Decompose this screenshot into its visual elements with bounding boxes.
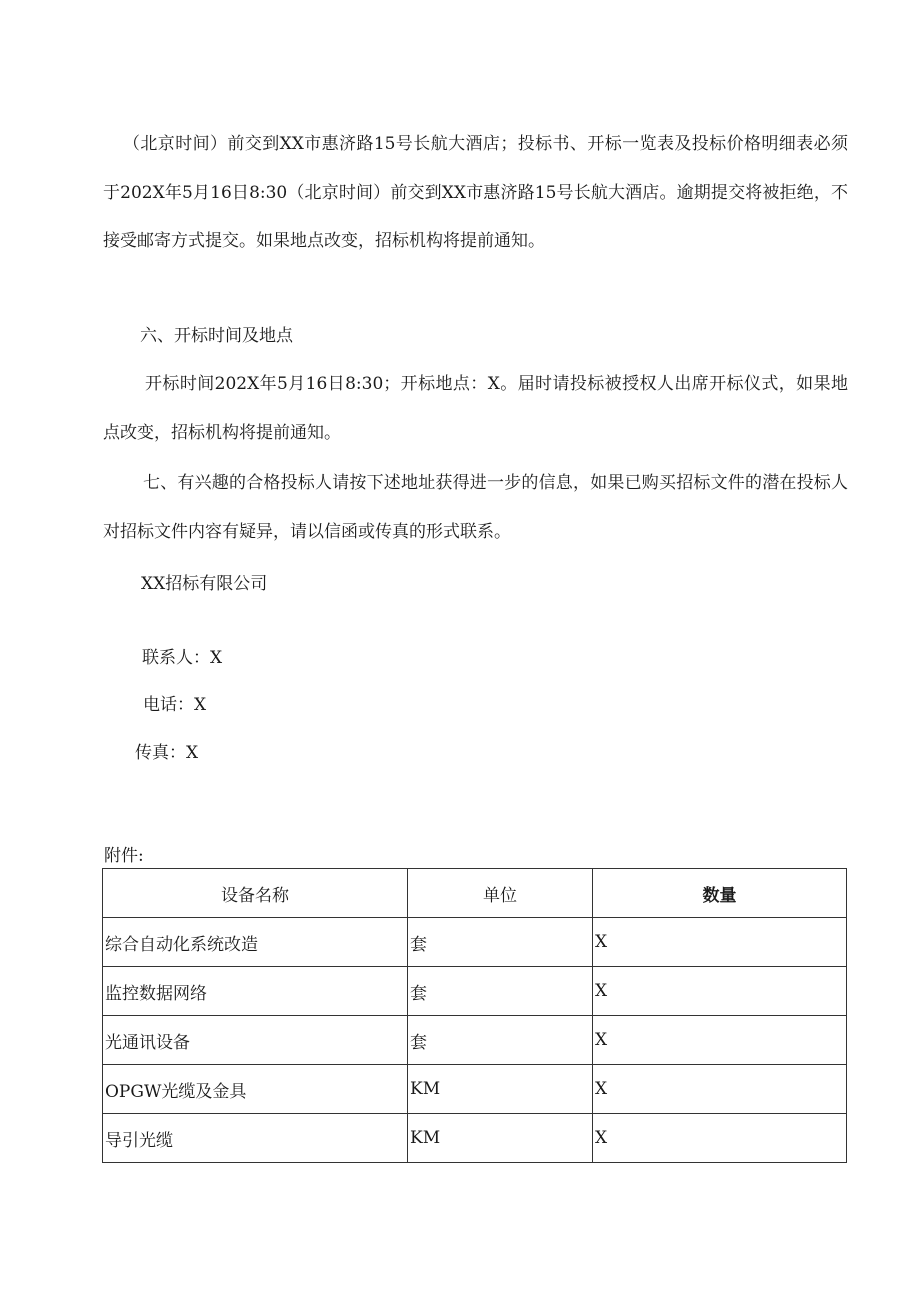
header-unit: 单位 (408, 869, 593, 918)
cell-equipment-name: OPGW光缆及金具 (103, 1065, 408, 1114)
header-equipment-name: 设备名称 (103, 869, 408, 918)
fax-number: 传真：X (135, 743, 199, 763)
cell-unit: KM (408, 1065, 593, 1114)
table-row (103, 967, 847, 1016)
cell-unit: 套 (408, 967, 593, 1016)
submission-paragraph: （北京时间）前交到XX市惠济路15号长航大酒店；投标书、开标一览表及投标价格明细表必须于202X年5月16日8:30（北京时间）前交到XX市惠济路15号长航大酒店。逾期提交将被拒绝，不接受邮寄方式提交。如果地点改变，招标机构将提前通知。 (103, 134, 848, 251)
equipment-table (102, 868, 847, 1163)
header-quantity: 数量 (593, 869, 847, 918)
cell-unit: 套 (408, 918, 593, 967)
table-header-row (103, 869, 847, 918)
contact-person: 联系人：X (142, 648, 223, 668)
cell-equipment-name: 光通讯设备 (103, 1016, 408, 1065)
table-row (103, 1016, 847, 1065)
attachment-label: 附件: (104, 846, 144, 866)
cell-equipment-name: 导引光缆 (103, 1114, 408, 1163)
table-row (103, 1065, 847, 1114)
company-name: XX招标有限公司 (141, 574, 268, 594)
cell-equipment-name: 监控数据网络 (103, 967, 408, 1016)
cell-quantity: X (593, 967, 847, 1016)
table-row (103, 918, 847, 967)
cell-quantity: X (593, 1114, 847, 1163)
cell-quantity: X (593, 1065, 847, 1114)
cell-unit: 套 (408, 1016, 593, 1065)
cell-quantity: X (593, 1016, 847, 1065)
cell-unit: KM (408, 1114, 593, 1163)
phone-number: 电话：X (143, 695, 207, 715)
section-heading-opening: 六、开标时间及地点 (140, 326, 293, 346)
opening-time-paragraph: 开标时间202X年5月16日8:30；开标地点：X。届时请投标被授权人出席开标仪式，如果地点改变，招标机构将提前通知。 (103, 374, 848, 443)
table-row (103, 1114, 847, 1163)
inquiry-paragraph: 七、有兴趣的合格投标人请按下述地址获得进一步的信息，如果已购买招标文件的潜在投标人对招标文件内容有疑异，请以信函或传真的形式联系。 (103, 473, 848, 542)
cell-quantity: X (593, 918, 847, 967)
cell-equipment-name: 综合自动化系统改造 (103, 918, 408, 967)
